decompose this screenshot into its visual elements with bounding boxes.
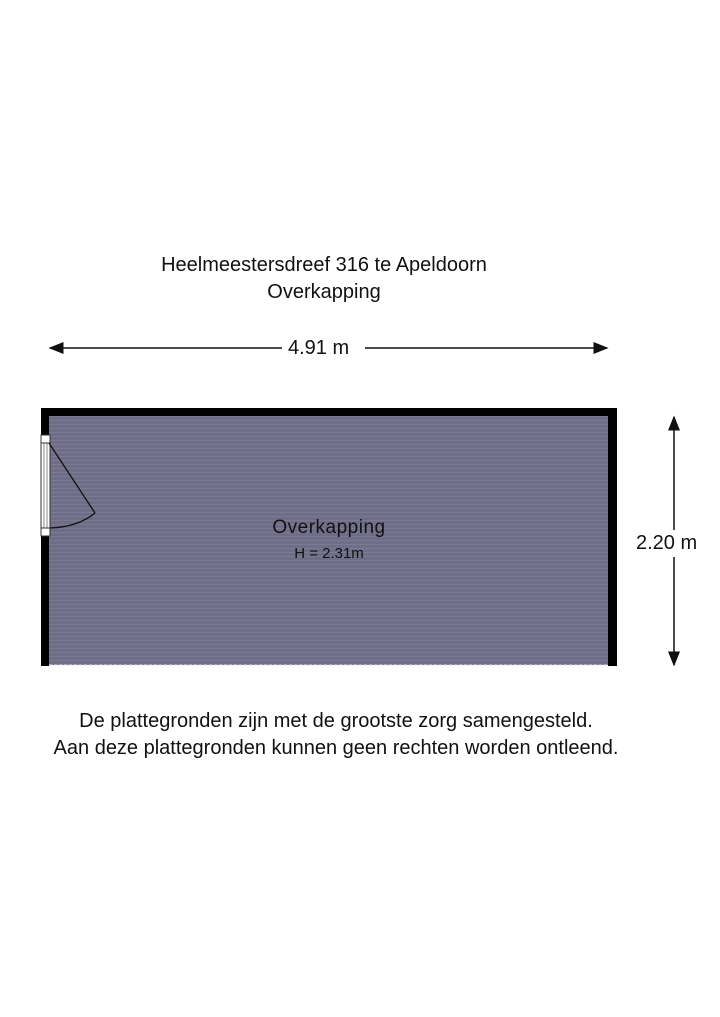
- room-name: Overkapping: [272, 517, 386, 538]
- room-ceiling-height: H = 2.31m: [294, 545, 364, 562]
- address-title: Heelmeestersdreef 316 te Apeldoorn: [161, 254, 487, 276]
- height-label: 2.20 m: [636, 530, 697, 557]
- disclaimer-line-1: De plattegronden zijn met de grootste zorg samengesteld.: [79, 710, 593, 732]
- room-floor: [49, 416, 609, 665]
- floor-title: Overkapping: [267, 281, 381, 303]
- disclaimer-line-2: Aan deze plattegronden kunnen geen rechten worden ontleend.: [53, 737, 619, 759]
- width-label: 4.91 m: [282, 337, 355, 360]
